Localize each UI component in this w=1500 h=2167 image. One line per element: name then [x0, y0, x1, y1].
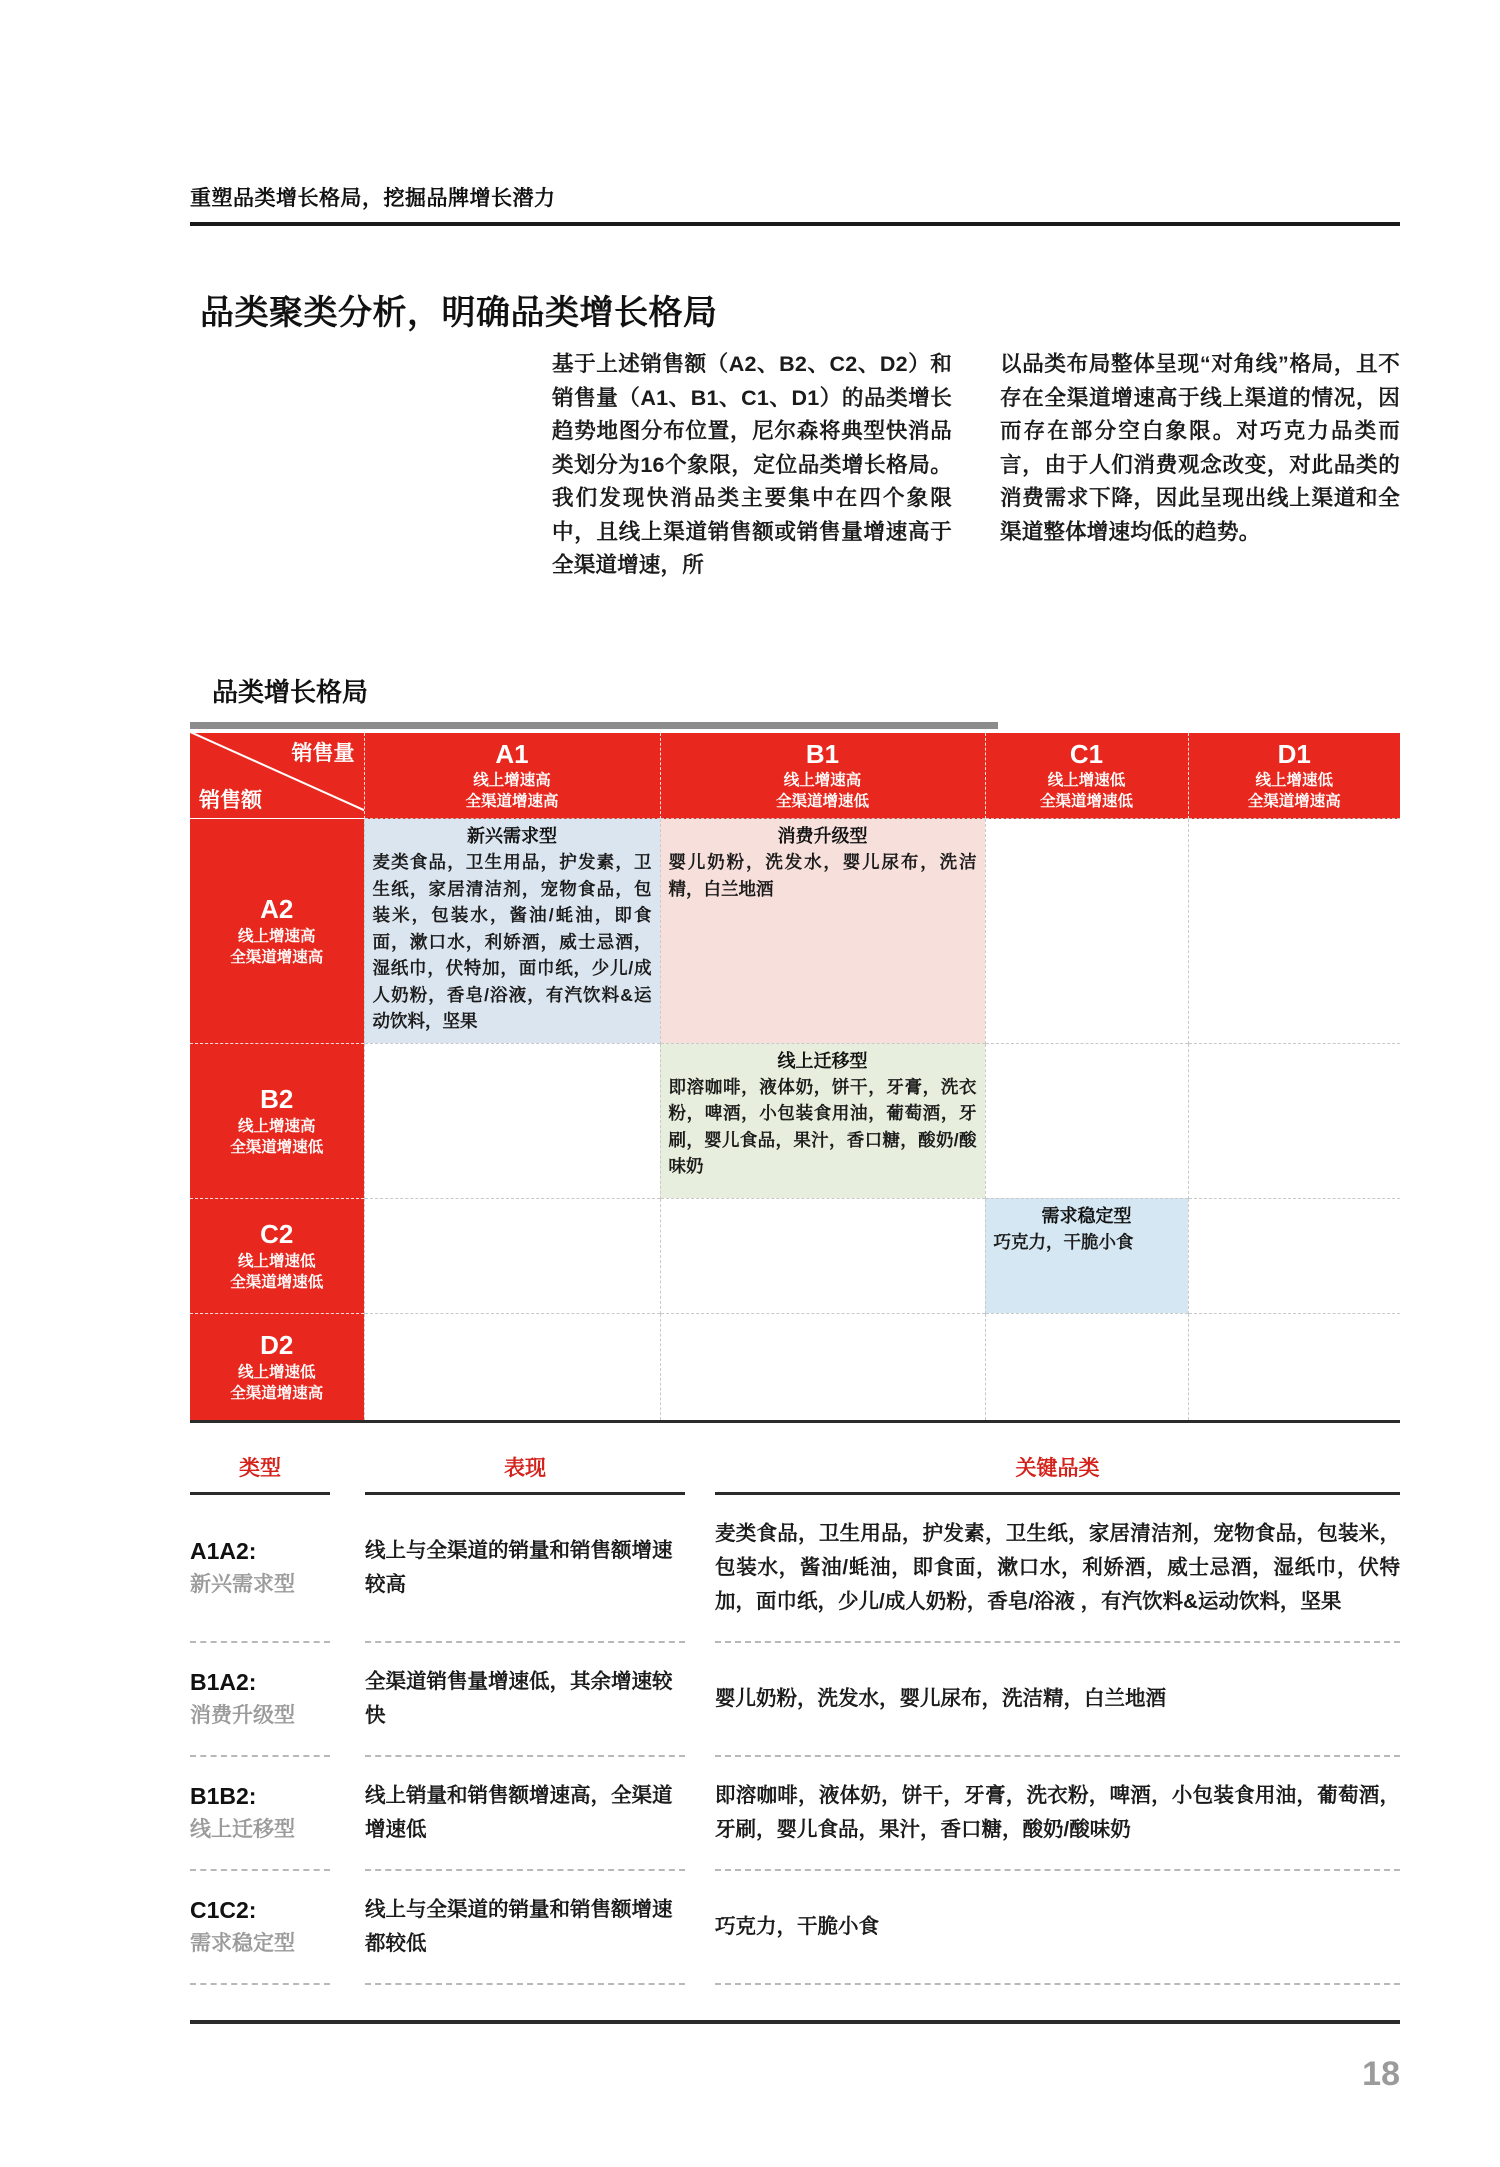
type-code: A1A2: — [190, 1538, 257, 1564]
matrix-cell-a1d2 — [364, 1313, 660, 1420]
row-code: A2 — [260, 894, 294, 925]
col-sub-2: 全渠道增速高 — [1247, 793, 1341, 810]
row-sub-1: 线上增速低 — [237, 1253, 316, 1270]
summary-row-b1b2 — [190, 1757, 1400, 1870]
running-head: 重塑品类增长格局，挖掘品牌增长潜力 — [190, 187, 556, 210]
col-sub-1: 线上增速低 — [1047, 772, 1126, 789]
type-name: 需求稳定型 — [190, 1932, 295, 1955]
summary-header-categories: 关键品类 — [1015, 1457, 1100, 1480]
matrix-row-a2 — [190, 819, 1400, 1044]
row-sub-2: 全渠道增速高 — [230, 949, 324, 967]
matrix-row-b2 — [190, 1043, 1400, 1198]
type-code: C1C2: — [190, 1897, 257, 1923]
matrix-cell-d1d2 — [1188, 1313, 1400, 1420]
intro-columns — [552, 348, 1402, 583]
summary-type-cell — [190, 1643, 330, 1756]
summary-divider — [190, 1984, 1400, 1985]
matrix-cell-d1b2 — [1188, 1043, 1400, 1198]
matrix-header-row — [190, 733, 1400, 819]
type-name: 消费升级型 — [190, 1704, 295, 1727]
summary-categories-cell: 即溶咖啡，液体奶，饼干，牙膏，洗衣粉，啤酒，小包装食用油，葡萄酒，牙刷，婴儿食品，果汁，香口糖，酸奶/酸味奶 — [715, 1784, 1400, 1841]
matrix-cell-b1d2 — [660, 1313, 985, 1420]
matrix-row-header-a2 — [190, 819, 364, 1044]
matrix-row-header-b2 — [190, 1043, 364, 1198]
summary-row-b1a2 — [190, 1643, 1400, 1756]
matrix-cell-c1d2 — [985, 1313, 1188, 1420]
matrix-cell-b1b2 — [660, 1043, 985, 1198]
cell-title: 消费升级型 — [777, 826, 868, 846]
row-sub-2: 全渠道增速低 — [230, 1274, 324, 1291]
col-code: B1 — [805, 739, 840, 769]
matrix-cell-b1c2 — [660, 1198, 985, 1313]
cell-categories: 麦类食品，卫生用品，护发素，卫生纸，家居清洁剂，宠物食品，包装米，包装水，酱油/蚝油，即食面，漱口水，利娇酒，威士忌酒，湿纸巾，伏特加，面巾纸，少儿/成人奶粉，香皂/浴液，有汽饮料&运动饮料，坚果 — [372, 852, 652, 1031]
row-sub-2: 全渠道增速高 — [230, 1385, 324, 1403]
matrix-row-d2 — [190, 1313, 1400, 1420]
summary-performance-cell: 线上销量和销售额增速高，全渠道增速低 — [365, 1784, 673, 1841]
cell-title: 需求稳定型 — [1041, 1205, 1132, 1226]
intro-paragraph-2: 以品类布局整体呈现“对角线”格局，且不存在全渠道增速高于线上渠道的情况，因而存在部分空白象限。对巧克力品类而言，由于人们消费观念改变，对此品类的消费需求下降，因此呈现出线上渠道和全渠道整体增速均低的趋势。 — [1000, 352, 1400, 544]
row-code: D2 — [260, 1330, 294, 1361]
matrix-row-header-c2 — [190, 1198, 364, 1313]
summary-row-a1a2 — [190, 1495, 1400, 1642]
type-code: B1B2: — [190, 1783, 257, 1809]
summary-categories-cell: 麦类食品，卫生用品，护发素，卫生纸，家居清洁剂，宠物食品，包装米，包装水，酱油/蚝油，即食面，漱口水，利娇酒，威士忌酒，湿纸巾，伏特加，面巾纸，少儿/成人奶粉，香皂/浴液 ，有汽饮料&运动饮料，坚果 — [715, 1522, 1400, 1613]
matrix-col-header-c1 — [985, 733, 1188, 819]
col-sub-2: 全渠道增速低 — [1039, 793, 1133, 810]
summary-header-row — [190, 1452, 1400, 1492]
page-number: 18 — [1362, 2055, 1400, 2093]
summary-performance-cell: 全渠道销售量增速低，其余增速较快 — [365, 1670, 673, 1727]
intro-paragraph-1: 基于上述销售额（A2、B2、C2、D2）和销售量（A1、B1、C1、D1）的品类增长趋势地图分布位置，尼尔森将典型快消品类划分为16个象限，定位品类增长格局。我们发现快消品类主要集中在四个象限中，且线上渠道销售额或销售量增速高于全渠道增速，所 — [552, 352, 952, 577]
col-code: A1 — [495, 739, 529, 769]
footer-rule — [190, 2020, 1400, 2024]
summary-type-cell — [190, 1495, 330, 1642]
matrix-corner-cell — [190, 733, 364, 819]
matrix-top-bar — [190, 722, 998, 729]
row-sub-2: 全渠道增速低 — [230, 1139, 324, 1156]
row-sub-1: 线上增速高 — [237, 1118, 316, 1135]
cell-title: 新兴需求型 — [467, 826, 557, 846]
matrix-cell-d1c2 — [1188, 1198, 1400, 1313]
row-code: B2 — [260, 1084, 294, 1114]
matrix-cell-a1b2 — [364, 1043, 660, 1198]
summary-header-type: 类型 — [239, 1457, 281, 1480]
matrix-title: 品类增长格局 — [212, 677, 369, 707]
col-code: C1 — [1069, 739, 1104, 769]
matrix-bottom-bar — [190, 1420, 1400, 1423]
summary-categories-cell: 巧克力，干脆小食 — [715, 1915, 879, 1938]
matrix-cell-c1c2 — [985, 1198, 1188, 1313]
summary-performance-cell: 线上与全渠道的销量和销售额增速较高 — [365, 1539, 673, 1596]
cell-categories: 即溶咖啡，液体奶，饼干，牙膏，洗衣粉，啤酒，小包装食用油，葡萄酒，牙刷，婴儿食品，果汁，香口糖，酸奶/酸味奶 — [668, 1076, 977, 1176]
col-sub-1: 线上增速高 — [783, 772, 862, 789]
summary-type-cell — [190, 1871, 330, 1984]
row-code: C2 — [260, 1219, 294, 1249]
cell-categories: 婴儿奶粉，洗发水，婴儿尿布，洗洁精，白兰地酒 — [668, 852, 977, 899]
matrix-cell-a1a2 — [364, 819, 660, 1044]
matrix-col-header-a1 — [364, 733, 660, 819]
col-sub-1: 线上增速低 — [1255, 772, 1333, 789]
col-sub-2: 全渠道增速高 — [465, 793, 559, 810]
cell-categories: 巧克力，干脆小食 — [993, 1231, 1134, 1252]
type-code: B1A2: — [190, 1669, 257, 1695]
section-title: 品类聚类分析，明确品类增长格局 — [200, 293, 718, 332]
row-sub-1: 线上增速高 — [237, 928, 316, 946]
summary-table — [190, 1452, 1400, 1985]
type-name: 新兴需求型 — [190, 1573, 295, 1596]
matrix-cell-b1a2 — [660, 819, 985, 1044]
matrix-cell-c1b2 — [985, 1043, 1188, 1198]
matrix-col-header-d1 — [1188, 733, 1400, 819]
col-code: D1 — [1277, 739, 1311, 769]
col-sub-1: 线上增速高 — [473, 772, 551, 789]
corner-label-volume: 销售量 — [291, 742, 355, 765]
matrix-cell-a1c2 — [364, 1198, 660, 1313]
summary-categories-cell: 婴儿奶粉，洗发水，婴儿尿布，洗洁精，白兰地酒 — [715, 1687, 1166, 1710]
matrix-cell-c1a2 — [985, 819, 1188, 1044]
row-sub-1: 线上增速低 — [237, 1364, 316, 1382]
category-growth-matrix — [190, 733, 1400, 1420]
summary-performance-cell: 线上与全渠道的销量和销售额增速都较低 — [365, 1898, 673, 1955]
header-rule — [190, 222, 1400, 226]
col-sub-2: 全渠道增速低 — [775, 793, 869, 810]
matrix-col-header-b1 — [660, 733, 985, 819]
corner-label-value: 销售额 — [199, 789, 262, 812]
summary-header-performance: 表现 — [504, 1457, 546, 1480]
cell-title: 线上迁移型 — [777, 1050, 868, 1071]
matrix-row-c2 — [190, 1198, 1400, 1313]
matrix-cell-d1a2 — [1188, 819, 1400, 1044]
type-name: 线上迁移型 — [190, 1818, 295, 1841]
matrix-row-header-d2 — [190, 1313, 364, 1420]
summary-row-c1c2 — [190, 1871, 1400, 1984]
summary-type-cell — [190, 1757, 330, 1870]
